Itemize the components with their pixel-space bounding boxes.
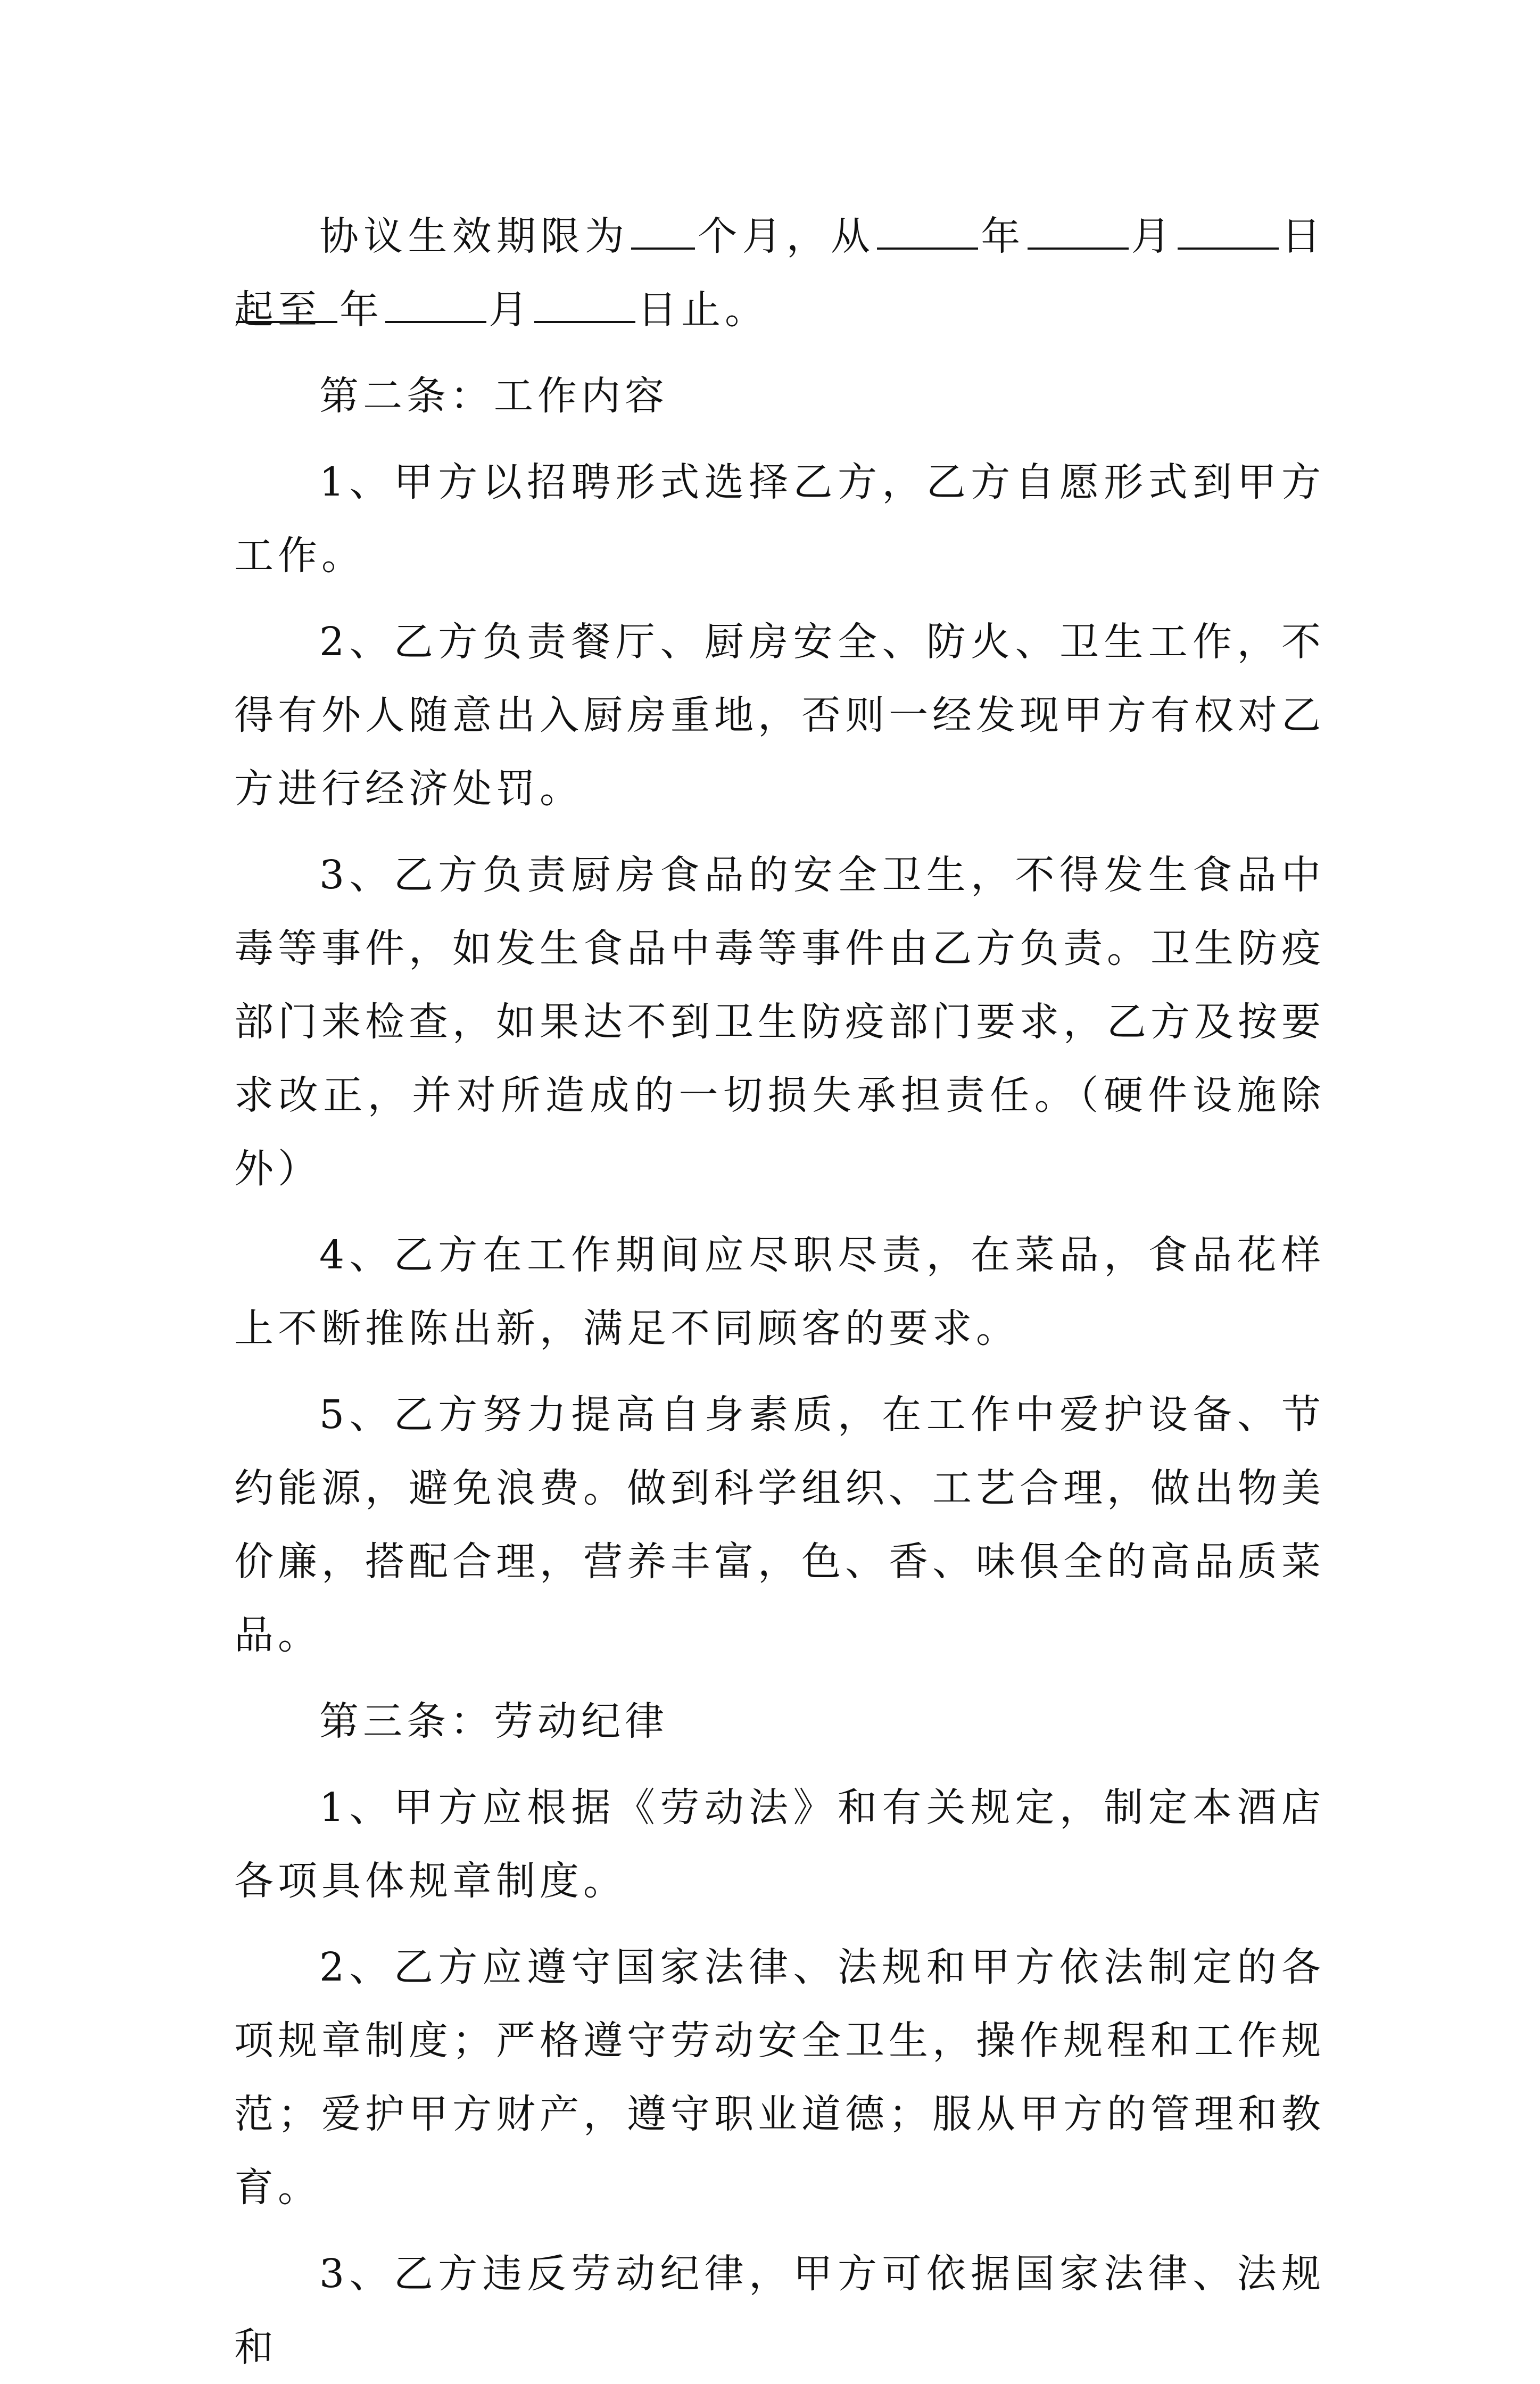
term-year2: 年	[340, 287, 383, 333]
section2-item-2: 2、乙方负责餐厅、厨房安全、防火、卫生工作，不得有外人随意出入厨房重地，否则一经发现甲方有权对乙方进行经济处罚。	[234, 619, 1325, 812]
term-day2: 日止。	[637, 287, 768, 333]
section3-heading: 第三条：劳动纪律	[319, 1698, 668, 1744]
months-blank	[631, 211, 695, 250]
section2-item-4: 4、乙方在工作期间应尽职尽责，在菜品，食品花样上不断推陈出新，满足不同顾客的要求。	[234, 1232, 1325, 1351]
term-prefix: 协议生效期限为	[319, 213, 630, 259]
start-month-blank	[1028, 211, 1129, 250]
document-body	[234, 200, 1325, 2384]
term-month1: 月	[1130, 213, 1175, 259]
start-year-blank	[877, 211, 978, 250]
section2-item-1: 1、甲方以招聘形式选择乙方，乙方自愿形式到甲方工作。	[234, 459, 1325, 579]
end-month-blank	[385, 285, 486, 323]
section3-item-1: 1、甲方应根据《劳动法》和有关规定，制定本酒店各项具体规章制度。	[234, 1785, 1325, 1904]
term-year1: 年	[980, 213, 1025, 259]
end-year-blank	[236, 285, 337, 323]
term-month2: 月	[489, 287, 532, 333]
section2-heading: 第二条：工作内容	[319, 373, 668, 419]
end-day-blank	[534, 285, 635, 323]
section3-item-3: 3、乙方违反劳动纪律，甲方可依据国家法律、法规和	[234, 2251, 1325, 2370]
section3-item-2: 2、乙方应遵守国家法律、法规和甲方依法制定的各项规章制度；严格遵守劳动安全卫生，操作规程和工作规范；爱护甲方财产，遵守职业道德；服从甲方的管理和教育。	[234, 1944, 1325, 2210]
section2-item-3: 3、乙方负责厨房食品的安全卫生，不得发生食品中毒等事件，如发生食品中毒等事件由乙方负责。卫生防疫部门来检查，如果达不到卫生防疫部门要求，乙方及按要求改正，并对所造成的一切损失承担责任。（硬件设施除外）	[234, 852, 1325, 1192]
term-months-unit: 个月，从	[697, 213, 875, 259]
section2-item-5: 5、乙方努力提高自身素质，在工作中爱护设备、节约能源，避免浪费。做到科学组织、工艺合理，做出物美价廉，搭配合理，营养丰富，色、香、味俱全的高品质菜品。	[234, 1392, 1325, 1658]
term-day1: 日起至	[234, 213, 1326, 333]
start-day-blank	[1178, 211, 1279, 250]
agreement-term-paragraph	[234, 200, 1325, 347]
